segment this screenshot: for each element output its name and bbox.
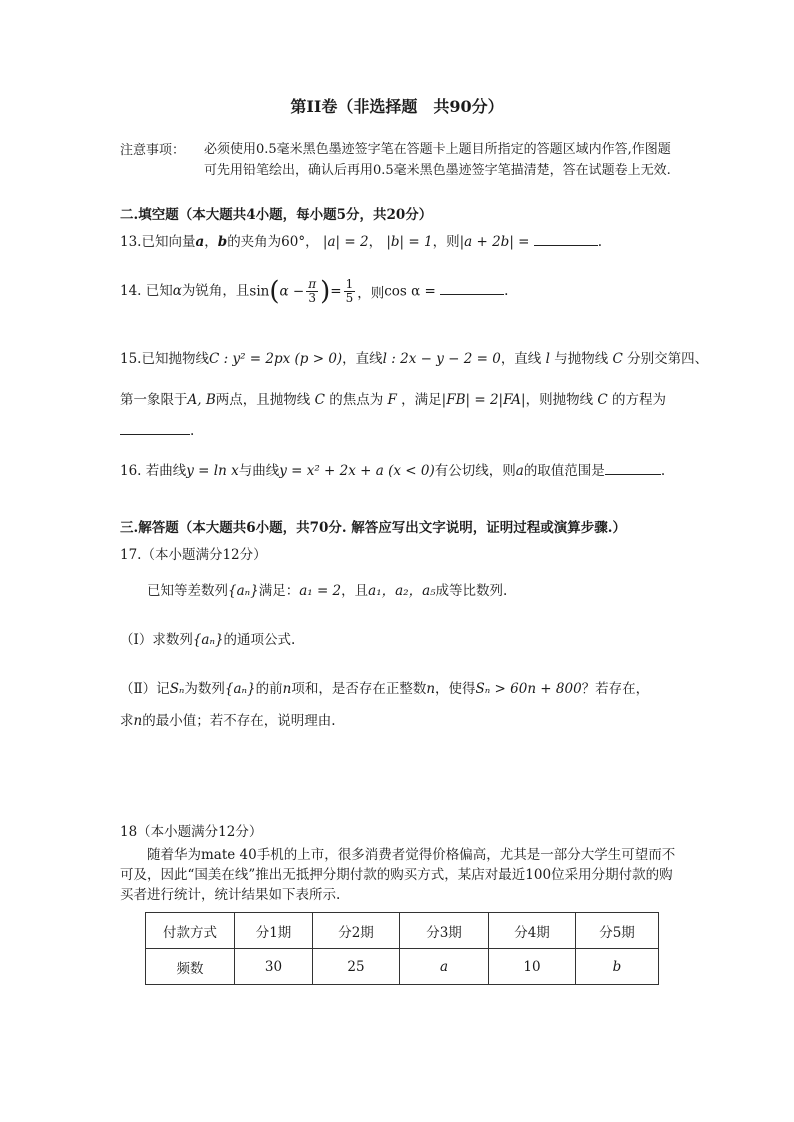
- q15-line2f: 的方程为: [612, 392, 667, 408]
- q16-a: a: [515, 463, 524, 479]
- q14-sin: sin: [249, 283, 270, 300]
- q17-part-2-line-2: [120, 709, 336, 729]
- table-row: [146, 949, 659, 985]
- q15-l: l: [545, 351, 550, 367]
- q17-seq: {aₙ}: [228, 583, 259, 599]
- q15-line2d: ，满足: [401, 392, 442, 408]
- q13-cond2: |b| = 1: [386, 234, 433, 250]
- q15-line2a: 第一象限于: [120, 392, 188, 408]
- q14-three: 3: [308, 291, 316, 305]
- q17-p2g: 求: [120, 713, 134, 729]
- notice-label: 注意事项：: [120, 143, 186, 158]
- question-14: 14. 已知α为锐角，且sin(α − $\frac{\pi}{3}$ )= $\frac{1}{5}$ ，则cos α = .: [120, 276, 509, 307]
- q13-answer-blank: [534, 233, 598, 246]
- q17-stem2: 满足：: [258, 583, 300, 599]
- q17-stem1: 已知等差数列: [147, 583, 228, 599]
- q15-answer-blank: [120, 422, 190, 435]
- table-cell: 频数: [146, 949, 235, 985]
- q17-a1: a₁ = 2: [299, 583, 342, 599]
- question-13: 13.已知向量a，b的夹角为60°， |a| = 2， |b| = 1，则|a + 2b| = .: [120, 234, 603, 250]
- payment-frequency-table: [145, 912, 659, 985]
- q16-tail: 的取值范围是: [523, 463, 605, 479]
- q13-expr: |a + 2b| =: [459, 234, 530, 250]
- q14-right-paren: ): [320, 276, 331, 307]
- q17-part-1: [120, 628, 295, 648]
- table-header-cell: 分4期: [489, 913, 576, 949]
- q17-p2d: 项和，是否存在正整数: [291, 681, 427, 697]
- table-cell: b: [576, 949, 659, 985]
- q17-sn: Sₙ: [169, 681, 185, 697]
- q15-line1a: 15.已知抛物线: [120, 351, 209, 367]
- q17-p2b: 为数列: [184, 681, 225, 697]
- q14-inner: α −: [279, 283, 305, 300]
- q14-eq: =: [330, 283, 342, 300]
- q17-n3: n: [133, 713, 143, 729]
- q17-n1: n: [282, 681, 292, 697]
- q17-p1b: 的通项公式.: [223, 632, 296, 648]
- q15-f: F: [387, 392, 397, 408]
- q14-pi: π: [308, 277, 317, 291]
- q17-p2h: 的最小值；若不存在，说明理由.: [142, 713, 336, 729]
- q16-curve2: y = x² + 2x + a: [279, 463, 384, 479]
- q17-stem: [147, 579, 507, 599]
- q16-answer-blank: [605, 462, 661, 475]
- part-title: 第II卷（非选择题 共90分）: [290, 97, 504, 116]
- q15-line: l : 2x − y − 2 = 0: [382, 351, 501, 367]
- question-15-line-1: [120, 347, 708, 367]
- q18-heading: 18（本小题满分12分）: [120, 824, 263, 840]
- q15-c3: C: [597, 392, 608, 408]
- question-16: 16. 若曲线y = ln x与曲线y = x² + 2x + a (x < 0)有公切线，则a的取值范围是 .: [120, 463, 666, 479]
- q14-pi-over-3: [306, 278, 318, 305]
- q15-curve: C : y² = 2px (p > 0): [208, 351, 343, 367]
- q14-cos: cos α =: [384, 283, 436, 300]
- q13-prefix: 13.已知向量: [120, 234, 196, 250]
- table-cell: 30: [235, 949, 313, 985]
- table-header-cell: 分3期: [400, 913, 489, 949]
- q17-terms: a₁，a₂，a₅: [368, 583, 436, 599]
- table-cell: a: [400, 949, 489, 985]
- q14-mid: 为锐角，且: [181, 283, 250, 299]
- section-fill-in-heading: 二.填空题（本大题共4小题，每小题5分，共20分）: [120, 207, 433, 223]
- q17-stem4: 成等比数列.: [435, 583, 508, 599]
- q14-prefix: 14. 已知: [120, 283, 173, 299]
- q17-heading: 17.（本小题满分12分）: [120, 547, 267, 563]
- table-header-cell: 分1期: [235, 913, 313, 949]
- q17-p2a: （Ⅱ）记: [120, 681, 170, 697]
- q13-vector-b: b: [217, 234, 228, 250]
- q14-ask: ，则: [357, 285, 385, 302]
- q15-line2c: 的焦点为: [329, 392, 384, 408]
- q14-answer-blank: [440, 282, 504, 295]
- q14-one-fifth: [344, 278, 356, 305]
- section-solution-heading: 三.解答题（本大题共6小题，共70分. 解答应写出文字说明，证明过程或演算步骤.）: [120, 520, 626, 536]
- q13-ask: ，则: [432, 234, 460, 250]
- q17-p1seq: {aₙ}: [192, 632, 224, 648]
- q13-vector-a: a: [195, 234, 205, 250]
- question-15-line-3: .: [120, 422, 194, 439]
- q17-part-2-line-1: [120, 677, 649, 697]
- q16-curve1: y = ln x: [186, 463, 239, 479]
- notice-body: 必须使用0.5毫米黑色墨迹签字笔在答题卡上题目所指定的答题区域内作答,作图题可先用铅笔绘出，确认后再用0.5毫米黑色墨迹签字笔描清楚，答在试题卷上无效.: [204, 142, 671, 178]
- q17-p2seq: {aₙ}: [224, 681, 256, 697]
- q17-p2e: ，使得: [435, 681, 476, 697]
- q17-stem3: ，且: [341, 583, 369, 599]
- q13-cond1: |a| = 2: [322, 234, 369, 250]
- question-15-line-2: [120, 388, 666, 408]
- q17-ineq: Sₙ > 60n + 800: [475, 681, 582, 697]
- q15-line2b: 两点，且抛物线: [215, 392, 311, 408]
- q13-sep: ，: [204, 234, 218, 250]
- q16-mid: 与曲线: [238, 463, 280, 479]
- q17-p2c: 的前: [255, 681, 283, 697]
- q14-left-paren: (: [269, 276, 280, 307]
- q15-line2e: ，则抛物线: [525, 392, 594, 408]
- q17-p1a: （Ⅰ）求数列: [120, 632, 193, 648]
- q17-p2f: ？若存在，: [581, 681, 650, 697]
- table-cell: 25: [313, 949, 400, 985]
- q15-line1c: ，直线: [500, 351, 542, 367]
- q15-line1e: 分别交第四、: [627, 351, 709, 367]
- table-header-cell: 分2期: [313, 913, 400, 949]
- q17-n2: n: [426, 681, 436, 697]
- q15-rel: |FB| = 2|FA|: [441, 392, 526, 408]
- table-header-cell: 付款方式: [146, 913, 235, 949]
- q15-ab: A, B: [187, 392, 216, 408]
- q15-line1d: 与抛物线: [554, 351, 609, 367]
- q15-c1: C: [612, 351, 623, 367]
- q14-one: 1: [345, 277, 354, 291]
- q15-line1b: ，直线: [342, 351, 383, 367]
- q16-ask: 有公切线，则: [434, 463, 516, 479]
- q18-paragraph: 随着华为mate 40手机的上市，很多消费者觉得价格偏高，尤其是一部分大学生可望而不可及，因此“国美在线”推出无抵押分期付款的购买方式，某店对最近100位采用分期付款的购买者进行统计，统计结果如下表所示.: [120, 847, 676, 903]
- q16-prefix: 16. 若曲线: [120, 463, 187, 479]
- table-header-cell: 分5期: [576, 913, 659, 949]
- q14-five: 5: [345, 291, 354, 305]
- table-cell: 10: [489, 949, 576, 985]
- q13-angle: 的夹角为60°，: [227, 234, 319, 250]
- q15-c2: C: [314, 392, 325, 408]
- q16-cond: (x < 0): [388, 463, 435, 479]
- table-header-row: [146, 913, 659, 949]
- q14-alpha: α: [172, 283, 182, 299]
